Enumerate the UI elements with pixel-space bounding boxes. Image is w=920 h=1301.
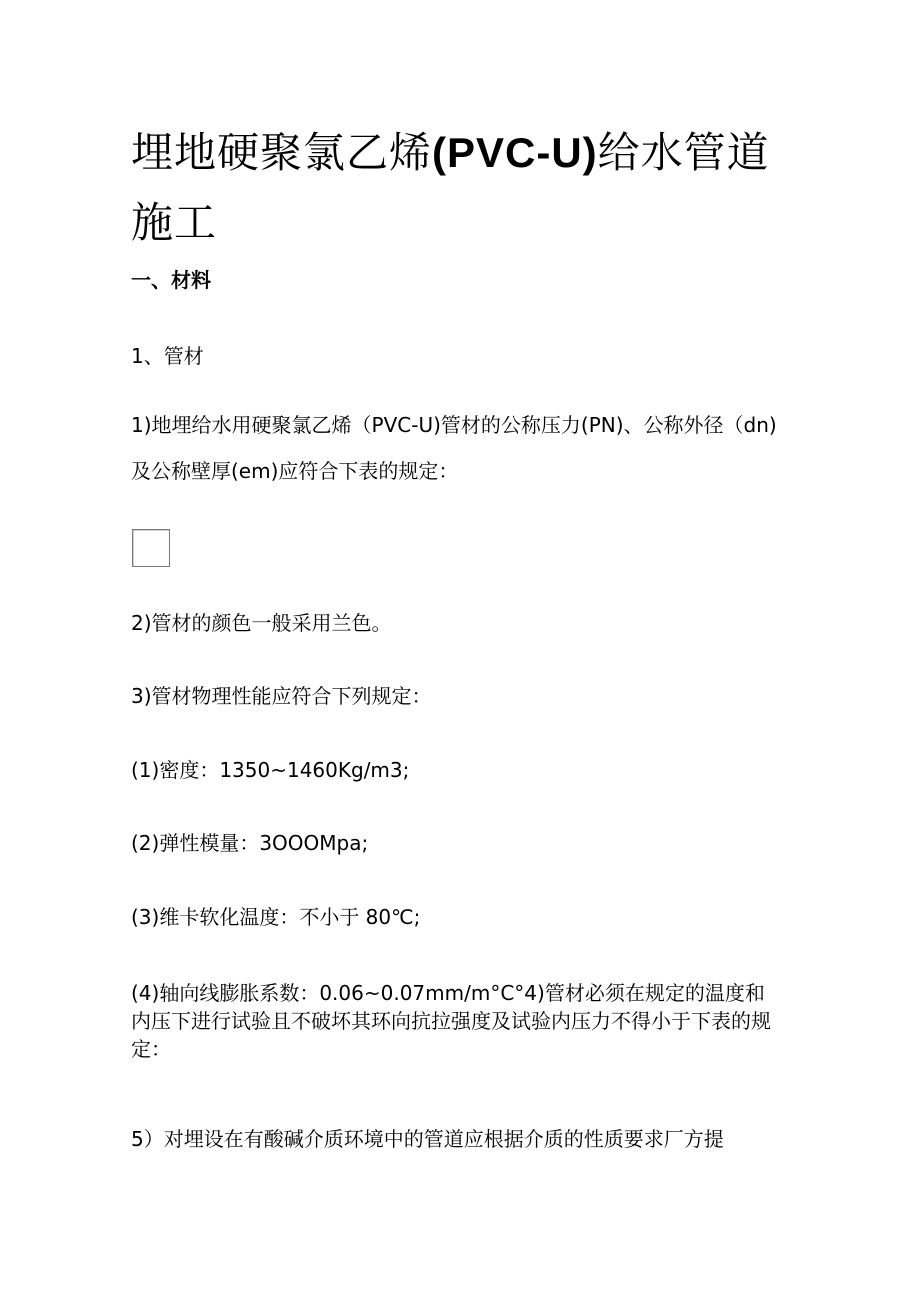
document-title: [131, 118, 791, 258]
paragraph-physical-properties: 3)管材物理性能应符合下列规定：: [131, 684, 432, 708]
paragraph-acid-alkali: 5）对埋设在有酸碱介质环境中的管道应根据介质的性质要求厂方提: [131, 1127, 724, 1151]
title-part-after: 给水管道施工: [131, 128, 770, 247]
paragraph-thermal-expansion: (4)轴向线膨胀系数：0.06~0.07mm/m°C°4)管材必须在规定的温度和内压下进行试验且不破坏其环向抗拉强度及试验内压力不得小于下表的规定：: [131, 981, 771, 1061]
paragraph-pipe-spec: 1)地埋给水用硬聚氯乙烯（PVC-U)管材的公称压力(PN)、公称外径（dn)及公称壁厚(em)应符合下表的规定：: [131, 413, 777, 483]
section-heading-materials: 一、材料: [131, 268, 211, 292]
title-part-before: 埋地硬聚氯乙烯: [131, 128, 433, 177]
table-image-placeholder: [132, 529, 170, 567]
title-part-latin: (PVC-U): [432, 129, 598, 176]
paragraph-elastic-modulus: (2)弹性模量：3OOOMpa;: [131, 831, 369, 855]
paragraph-vicat-softening: (3)维卡软化温度：不小于 80℃;: [131, 905, 421, 929]
subsection-pipe: 1、管材: [131, 344, 204, 368]
paragraph-pipe-color: 2)管材的颜色一般采用兰色。: [131, 611, 392, 635]
paragraph-density: (1)密度：1350~1460Kg/m3;: [131, 758, 410, 782]
